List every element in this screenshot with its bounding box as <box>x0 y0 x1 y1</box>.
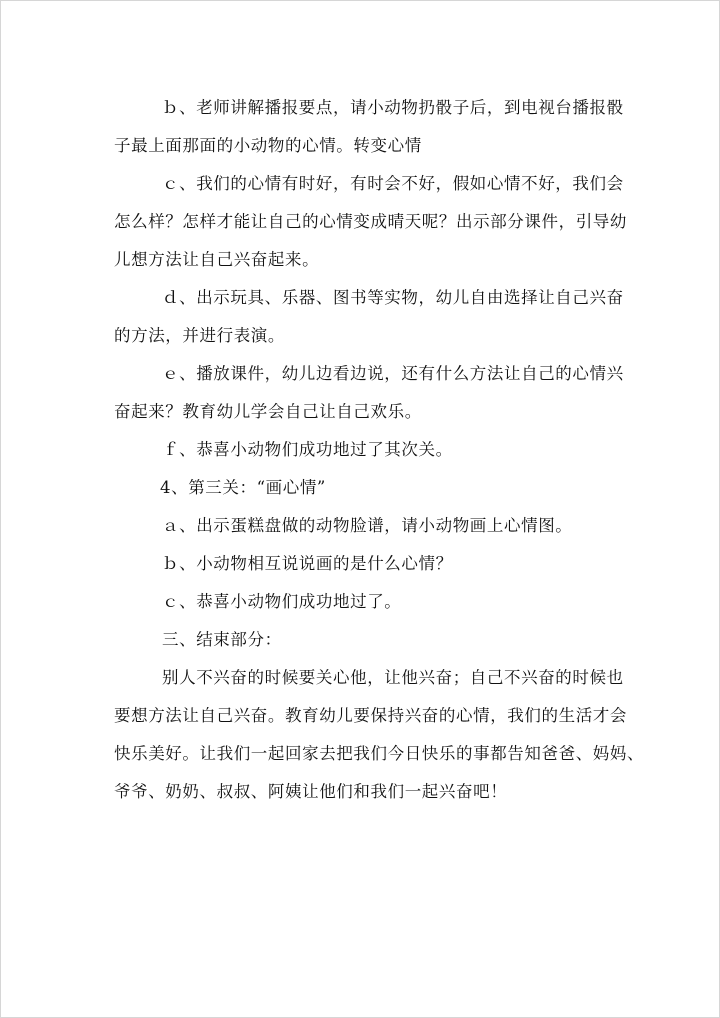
text-line: ｃ、恭喜小动物们成功地过了。 <box>162 592 402 611</box>
text-line: 子最上面那面的小动物的心情。转变心情 <box>114 136 422 155</box>
paragraph-b-discuss <box>114 545 634 583</box>
text-line: 快乐美好。让我们一起回家去把我们今日快乐的事都告知爸爸、妈妈、 <box>114 744 645 763</box>
document-body <box>114 89 645 811</box>
paragraph-ending <box>114 659 645 811</box>
text-line: ｂ、老师讲解播报要点，请小动物扔骰子后，到电视台播报骰 <box>162 98 624 117</box>
section-heading: 三、结束部分： <box>162 630 282 649</box>
text-line: 奋起来？教育幼儿学会自己让自己欢乐。 <box>114 402 422 421</box>
section-heading: 4、第三关：“画心情” <box>160 478 326 497</box>
text-line: ｄ、出示玩具、乐器、图书等实物，幼儿自由选择让自己兴奋 <box>162 288 624 307</box>
paragraph-b-broadcast <box>114 89 634 165</box>
heading-ending <box>114 621 634 659</box>
paragraph-e-courseware <box>114 355 634 431</box>
text-line: 别人不兴奋的时候要关心他，让他兴奋；自己不兴奋的时候也 <box>162 668 624 687</box>
heading-third-level <box>114 469 634 507</box>
text-line: ｃ、我们的心情有时好，有时会不好，假如心情不好，我们会 <box>162 174 624 193</box>
paragraph-c-mood <box>114 165 634 279</box>
paragraph-f-second-level <box>114 431 634 469</box>
text-line: 要想方法让自己兴奋。教育幼儿要保持兴奋的心情，我们的生活才会 <box>114 706 627 725</box>
text-line: ｂ、小动物相互说说画的是什么心情？ <box>162 554 453 573</box>
text-line: 儿想方法让自己兴奋起来。 <box>114 250 320 269</box>
paragraph-a-masks <box>114 507 634 545</box>
text-line: 的方法，并进行表演。 <box>114 326 285 345</box>
text-line: 爷爷、奶奶、叔叔、阿姨让他们和我们一起兴奋吧！ <box>114 782 508 801</box>
text-line: ｆ、恭喜小动物们成功地过了其次关。 <box>162 440 453 459</box>
text-line: ｅ、播放课件，幼儿边看边说，还有什么方法让自己的心情兴 <box>162 364 624 383</box>
paragraph-d-toys <box>114 279 634 355</box>
text-line: ａ、出示蛋糕盘做的动物脸谱，请小动物画上心情图。 <box>162 516 573 535</box>
paragraph-c-passed <box>114 583 634 621</box>
text-line: 怎么样？怎样才能让自己的心情变成晴天呢？出示部分课件，引导幼 <box>114 212 627 231</box>
